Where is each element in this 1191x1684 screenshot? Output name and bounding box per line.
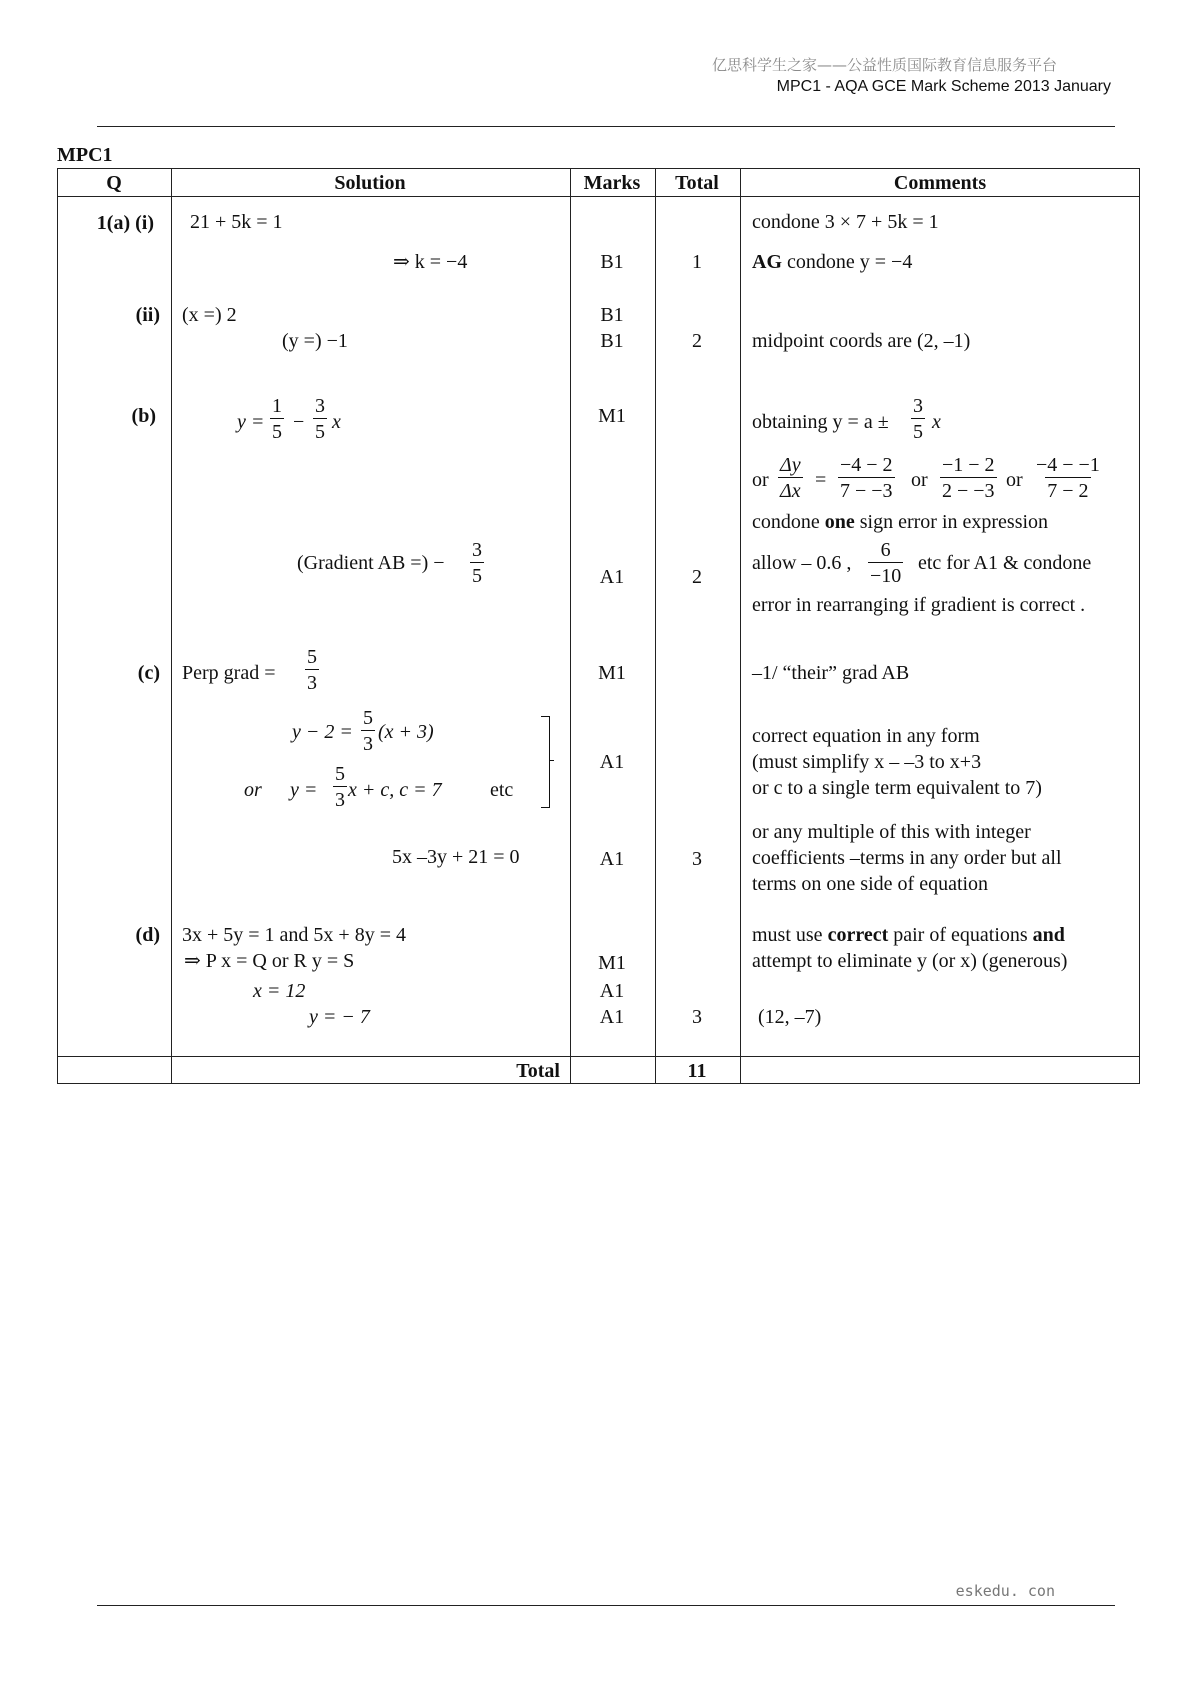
comment-bold: AG: [752, 251, 782, 273]
bracket-line: [541, 716, 550, 808]
solution-line: 21 + 5k = 1: [190, 211, 283, 233]
comment-line: terms on one side of equation: [752, 873, 989, 895]
numerator: −4 − −1: [1036, 454, 1100, 476]
solution-line: (y =) −1: [282, 330, 348, 352]
fraction: [868, 540, 903, 586]
total-mark: 2: [692, 566, 702, 588]
col-header-solution: Solution: [334, 172, 406, 194]
denominator: −10: [868, 562, 903, 586]
equation-part: −: [293, 411, 305, 433]
comment-line: allow – 0.6 ,: [752, 552, 852, 574]
equation-part: y =: [237, 411, 265, 433]
comment-line: or: [752, 469, 769, 491]
fraction: [313, 396, 327, 442]
equation-part: or: [244, 779, 262, 801]
document-title: MPC1 - AQA GCE Mark Scheme 2013 January: [776, 78, 1111, 95]
equation-part: y − 2 =: [292, 721, 353, 743]
solution-line: 5x –3y + 21 = 0: [392, 846, 520, 868]
numerator: Δy: [780, 454, 801, 476]
total-mark: 1: [692, 251, 702, 273]
denominator: 3: [333, 786, 347, 810]
question-label: (ii): [135, 304, 160, 326]
mark-code: M1: [598, 405, 626, 427]
comment-text: must use: [752, 924, 828, 946]
comment-line: or: [911, 469, 928, 491]
fraction: [361, 708, 375, 754]
comment-line: midpoint coords are (2, –1): [752, 330, 971, 352]
comment-line: etc for A1 & condone: [918, 552, 1092, 574]
solution-line: 3x + 5y = 1 and 5x + 8y = 4: [182, 924, 406, 946]
question-label: (b): [131, 405, 156, 427]
comment-line: (must simplify x – –3 to x+3: [752, 751, 982, 773]
total-mark: 2: [692, 330, 702, 352]
numerator: 6: [880, 539, 891, 561]
numerator: −4 − 2: [840, 454, 893, 476]
comment-bold: and: [1032, 924, 1065, 946]
comment-line: obtaining y = a ±: [752, 411, 889, 433]
denominator: 5: [313, 418, 327, 442]
total-label: Total: [516, 1060, 560, 1082]
equation-part: etc: [490, 779, 514, 801]
equation-part: (Gradient AB =) −: [297, 552, 445, 574]
site-title-cn: 亿思科学生之家——公益性质国际教育信息服务平台: [711, 56, 1057, 74]
comment-line: condone 3 × 7 + 5k = 1: [752, 211, 939, 233]
question-label: (c): [137, 662, 160, 684]
denominator: Δx: [778, 477, 803, 501]
denominator: 3: [305, 669, 319, 693]
solution-line: ⇒ k = −4: [393, 251, 468, 273]
comment-bold: correct: [827, 924, 889, 946]
col-header-comments: Comments: [893, 172, 987, 194]
equation-part: (x + 3): [378, 721, 434, 743]
mark-code: B1: [600, 251, 624, 273]
equation-part: x + c, c = 7: [348, 779, 442, 801]
denominator: 7 − 2: [1045, 477, 1090, 501]
comment-line: correct equation in any form: [752, 725, 980, 747]
mark-code: M1: [598, 952, 626, 974]
fraction: [778, 455, 803, 501]
fraction: [333, 764, 347, 810]
denominator: 5: [470, 562, 484, 586]
denominator: 5: [270, 418, 284, 442]
fraction: [270, 396, 284, 442]
comment-line: –1/ “their” grad AB: [752, 662, 910, 684]
solution-line: (x =) 2: [182, 304, 237, 326]
fraction: [940, 455, 997, 501]
fraction: [305, 647, 319, 693]
numerator: 5: [335, 763, 345, 785]
equation-part: y =: [290, 779, 318, 801]
total-mark: 3: [692, 1006, 702, 1028]
comment-text: sign error in expression: [854, 511, 1049, 533]
question-label: (d): [135, 924, 160, 946]
footer-rule: [97, 1605, 1115, 1606]
total-value: 11: [687, 1060, 707, 1082]
denominator: 7 − −3: [838, 477, 895, 501]
comment-line: or: [1006, 469, 1023, 491]
bracket-tick: [549, 760, 554, 761]
col-header-total: Total: [675, 172, 719, 194]
comment-line: [752, 925, 1065, 945]
total-mark: 3: [692, 848, 702, 870]
col-header-q: Q: [106, 172, 122, 194]
mark-code: A1: [599, 566, 625, 588]
comment-text: condone: [752, 511, 825, 533]
mark-code: A1: [599, 1006, 625, 1028]
comment-line: [752, 512, 1048, 532]
solution-line: x = 12: [253, 980, 306, 1002]
solution-line: y = − 7: [309, 1006, 370, 1028]
numerator: 3: [913, 395, 923, 417]
comment-line: coefficients –terms in any order but all: [752, 847, 1062, 869]
question-label: 1(a) (i): [96, 212, 154, 234]
numerator: 5: [363, 707, 373, 729]
mark-code: A1: [599, 848, 625, 870]
comment-line: (12, –7): [758, 1006, 822, 1028]
section-title: MPC1: [57, 144, 113, 166]
mark-code: B1: [600, 330, 624, 352]
comment-line: x: [932, 411, 941, 433]
mark-code: M1: [598, 662, 626, 684]
comment-line: attempt to eliminate y (or x) (generous): [752, 950, 1068, 972]
comment-text: condone y = −4: [787, 251, 913, 273]
numerator: −1 − 2: [942, 454, 995, 476]
numerator: 1: [272, 395, 282, 417]
numerator: 5: [307, 646, 317, 668]
numerator: 3: [315, 395, 325, 417]
fraction: [470, 540, 484, 586]
solution-line: ⇒ P x = Q or R y = S: [184, 950, 355, 972]
comment-line: [752, 252, 912, 272]
fraction: [911, 396, 925, 442]
equation-part: Perp grad =: [182, 662, 276, 684]
mark-code: A1: [599, 980, 625, 1002]
comment-text: pair of equations: [888, 924, 1033, 946]
comment-line: =: [815, 469, 827, 491]
mark-code: A1: [599, 751, 625, 773]
comment-line: error in rearranging if gradient is correct .: [752, 594, 1086, 616]
denominator: 2 − −3: [940, 477, 997, 501]
footer-site: eskedu. con: [955, 1582, 1055, 1600]
denominator: 5: [911, 418, 925, 442]
mark-code: B1: [600, 304, 624, 326]
denominator: 3: [361, 730, 375, 754]
comment-line: or c to a single term equivalent to 7): [752, 777, 1042, 799]
fraction: [1034, 455, 1102, 501]
numerator: 3: [472, 539, 482, 561]
col-header-marks: Marks: [583, 172, 641, 194]
comment-line: or any multiple of this with integer: [752, 821, 1031, 843]
comment-bold: one: [824, 511, 855, 533]
fraction: [838, 455, 895, 501]
equation-part: x: [332, 411, 341, 433]
header-rule: [97, 126, 1115, 127]
